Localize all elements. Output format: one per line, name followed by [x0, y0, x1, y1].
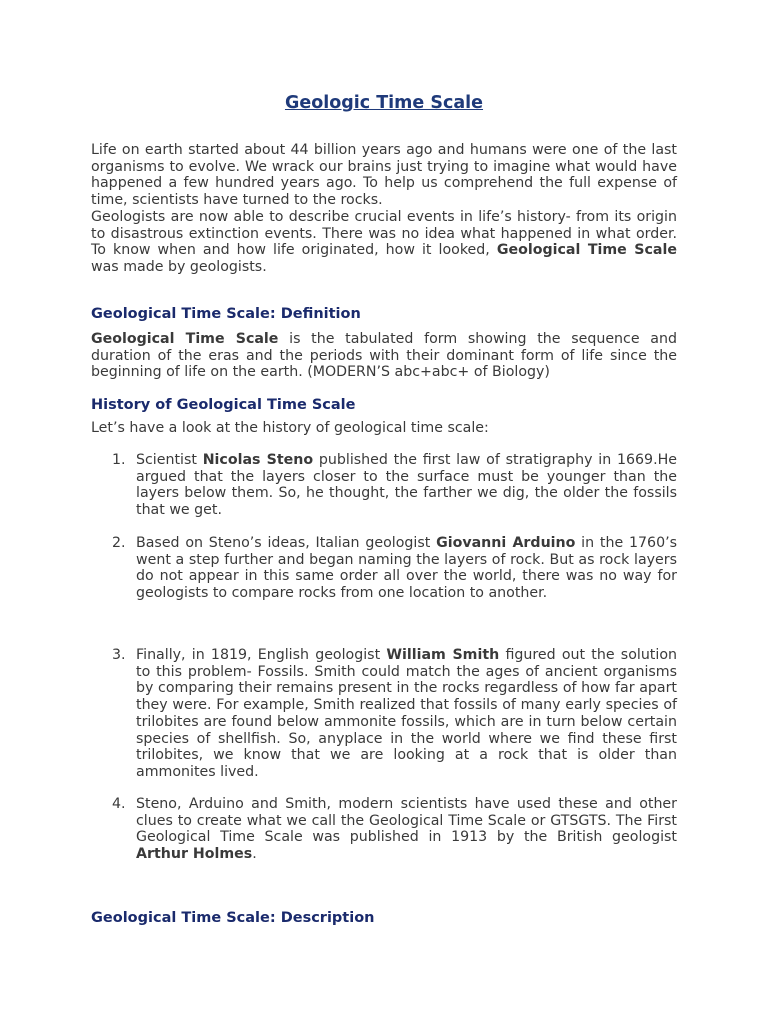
list-item-number: 3. [112, 647, 126, 663]
list-item-bold: Nicolas Steno [202, 452, 314, 468]
list-item-bold: Giovanni Arduino [436, 535, 576, 551]
list-item-bold: William Smith [386, 647, 500, 663]
definition-bold-term: Geological Time Scale [91, 331, 279, 347]
list-item-text: figured out the solution to this problem- Fossils. Smith could match the ages of ancient organisms by comparing their remains present in the rocks regardless of how far apart they were. For example, Smith realized that fossils of many early species of trilobites are found below ammonite fossils, which are in turn below certain species of shellfish. So, anyplace in the world where we find these first trilobites, we know that we are looking at a rock that is older than ammonites lived. [136, 647, 677, 780]
definition-heading: Geological Time Scale: Definition [91, 306, 361, 322]
intro-paragraph-1 [91, 142, 677, 276]
list-item-number: 1. [112, 452, 126, 468]
page-title: Geologic Time Scale [284, 93, 484, 113]
list-item-number: 4. [112, 796, 126, 812]
list-item [136, 452, 677, 519]
history-lead: Let’s have a look at the history of geological time scale: [91, 420, 489, 436]
list-item-text: Scientist [136, 452, 203, 468]
intro-text-2: Geologists are now able to describe crucial events in life’s history- from its origin to disastrous extinction events. There was no idea what happened in what order. To know when and how life originated, how it looked, [91, 208, 677, 259]
history-heading: History of Geological Time Scale [91, 397, 356, 413]
intro-text-3: was made by geologists. [91, 258, 267, 275]
list-item-text: Steno, Arduino and Smith, modern scientists have used these and other clues to create what we call the Geological Time Scale or GTSGTS. The First Geological Time Scale was published in 1913 by the British geologist [136, 796, 677, 846]
definition-text: is the tabulated form showing the sequence and duration of the eras and the periods with their dominant form of life since the beginning of life on the earth. (MODERN’S abc+abc+ of Biology) [91, 331, 677, 381]
list-item-text: Based on Steno’s ideas, Italian geologist [136, 535, 437, 551]
intro-bold-term: Geological Time Scale [496, 242, 677, 259]
list-item-number: 2. [112, 535, 126, 551]
list-item [136, 796, 677, 863]
description-heading: Geological Time Scale: Description [91, 910, 375, 926]
list-item-text: in the 1760’s went a step further and began naming the layers of rock. But as rock layers do not appear in this same order all over the world, there was no way for geologists to compare rocks from one location to another. [136, 535, 677, 602]
list-item [136, 647, 677, 781]
list-item-bold: Arthur Holmes [136, 846, 253, 863]
list-item [136, 535, 677, 602]
definition-paragraph [91, 331, 677, 381]
list-item-text: published the first law of stratigraphy in 1669.He argued that the layers closer to the surface must be younger than the layers below them. So, he thought, the farther we dig, the older the fossils that we get. [136, 452, 677, 519]
intro-text: Life on earth started about 44 billion years ago and humans were one of the last organisms to evolve. We wrack our brains just trying to imagine what would have happened a few hundred years ago. To help us comprehend the full expense of time, scientists have turned to the rocks. [91, 142, 677, 209]
list-item-text: Finally, in 1819, English geologist [136, 647, 387, 663]
list-item-text: . [252, 846, 257, 863]
